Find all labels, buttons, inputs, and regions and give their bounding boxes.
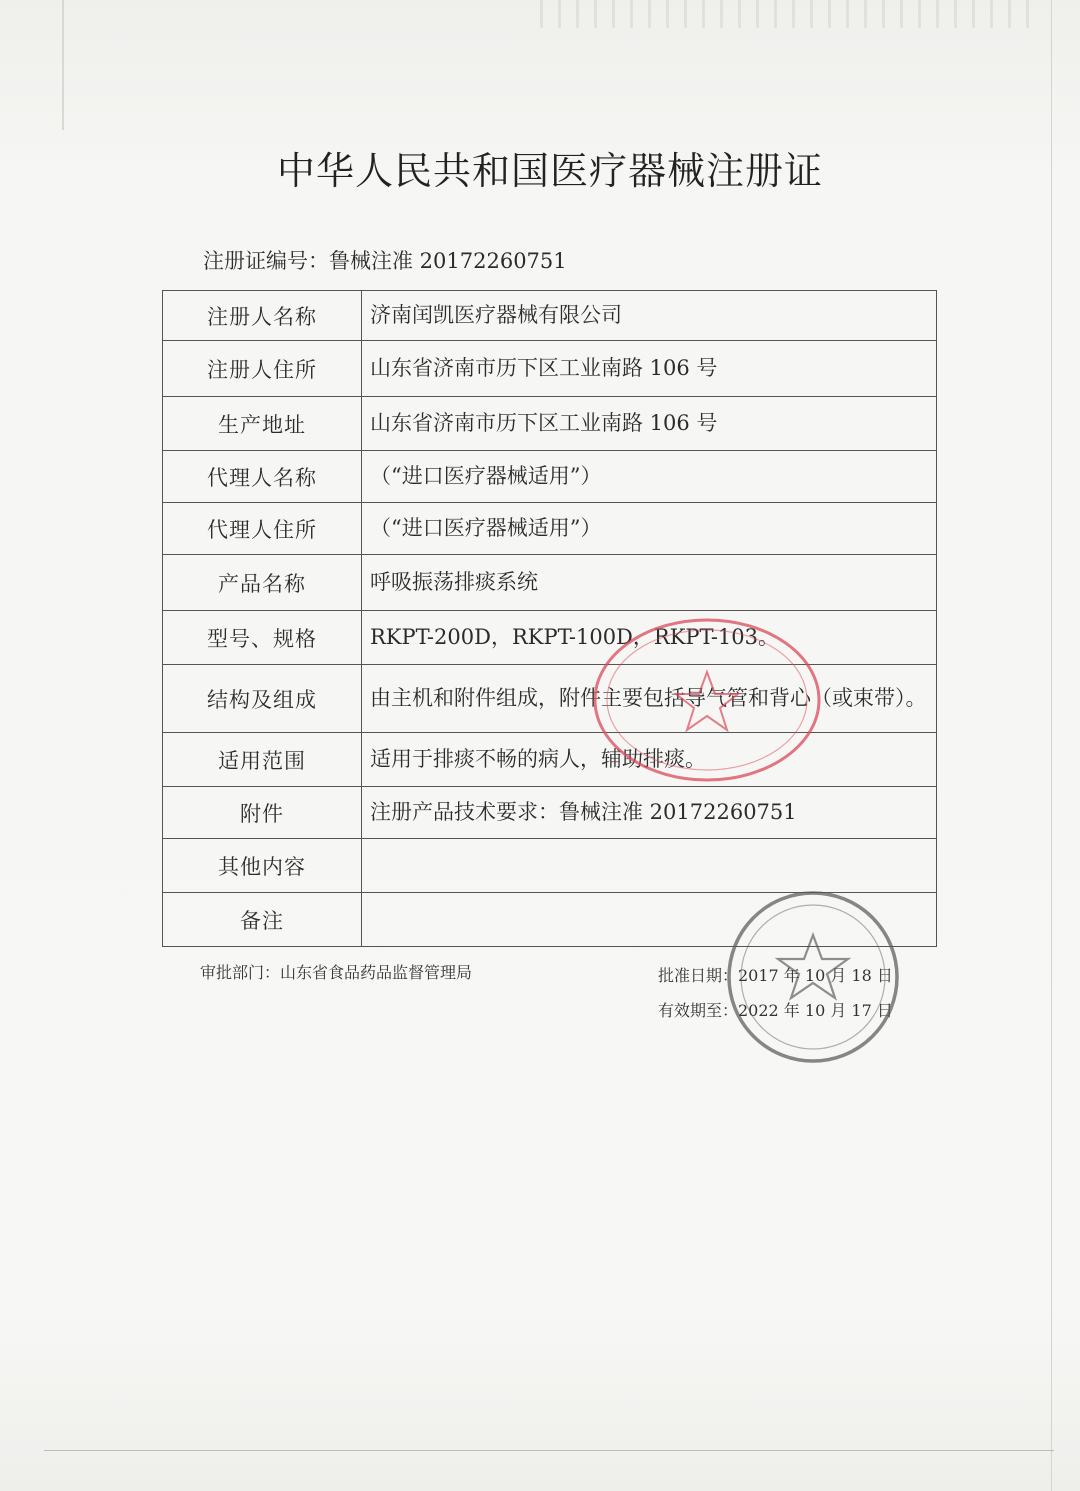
row-value: 山东省济南市历下区工业南路 106 号 — [362, 397, 937, 451]
row-value: 山东省济南市历下区工业南路 106 号 — [362, 341, 937, 397]
certificate-table — [162, 290, 937, 947]
row-value — [362, 839, 937, 893]
row-value: 呼吸振荡排痰系统 — [362, 555, 937, 611]
table-row — [163, 665, 937, 733]
row-label: 注册人住所 — [163, 341, 362, 397]
certificate-title: 中华人民共和国医疗器械注册证 — [276, 149, 823, 193]
table-row — [163, 611, 937, 665]
row-value: 适用于排痰不畅的病人，辅助排痰。 — [362, 733, 937, 787]
table-row — [163, 555, 937, 611]
scan-bottom-line — [44, 1450, 1054, 1451]
row-value: 由主机和附件组成，附件主要包括导气管和背心（或束带）。 — [362, 665, 937, 733]
table-row — [163, 451, 937, 503]
table-row — [163, 503, 937, 555]
scan-smudge — [540, 0, 1040, 28]
row-value: 济南闰凯医疗器械有限公司 — [362, 291, 937, 341]
scan-edge-right — [1051, 0, 1052, 1491]
table-row — [163, 341, 937, 397]
registration-number: 注册证编号：鲁械注准 20172260751 — [203, 249, 567, 273]
row-label: 代理人名称 — [163, 451, 362, 503]
table-row — [163, 291, 937, 341]
row-label: 产品名称 — [163, 555, 362, 611]
row-value: 注册产品技术要求：鲁械注准 20172260751 — [362, 787, 937, 839]
row-label: 结构及组成 — [163, 665, 362, 733]
approval-department: 审批部门：山东省食品药品监督管理局 — [200, 963, 473, 982]
row-label: 代理人住所 — [163, 503, 362, 555]
row-value: （“进口医疗器械适用”） — [362, 451, 937, 503]
table-row — [163, 787, 937, 839]
table-row — [163, 397, 937, 451]
table-row — [163, 893, 937, 947]
row-label: 适用范围 — [163, 733, 362, 787]
table-row — [163, 839, 937, 893]
expiry-date: 有效期至：2022 年 10 月 17 日 — [658, 1001, 893, 1020]
approval-date: 批准日期：2017 年 10 月 18 日 — [658, 966, 893, 985]
row-value: RKPT-200D，RKPT-100D，RKPT-103。 — [362, 611, 937, 665]
row-value: （“进口医疗器械适用”） — [362, 503, 937, 555]
row-label: 生产地址 — [163, 397, 362, 451]
row-value — [362, 893, 937, 947]
row-label: 备注 — [163, 893, 362, 947]
table-row — [163, 733, 937, 787]
scan-edge-left — [62, 0, 64, 130]
row-label: 附件 — [163, 787, 362, 839]
row-label: 型号、规格 — [163, 611, 362, 665]
row-label: 其他内容 — [163, 839, 362, 893]
row-label: 注册人名称 — [163, 291, 362, 341]
